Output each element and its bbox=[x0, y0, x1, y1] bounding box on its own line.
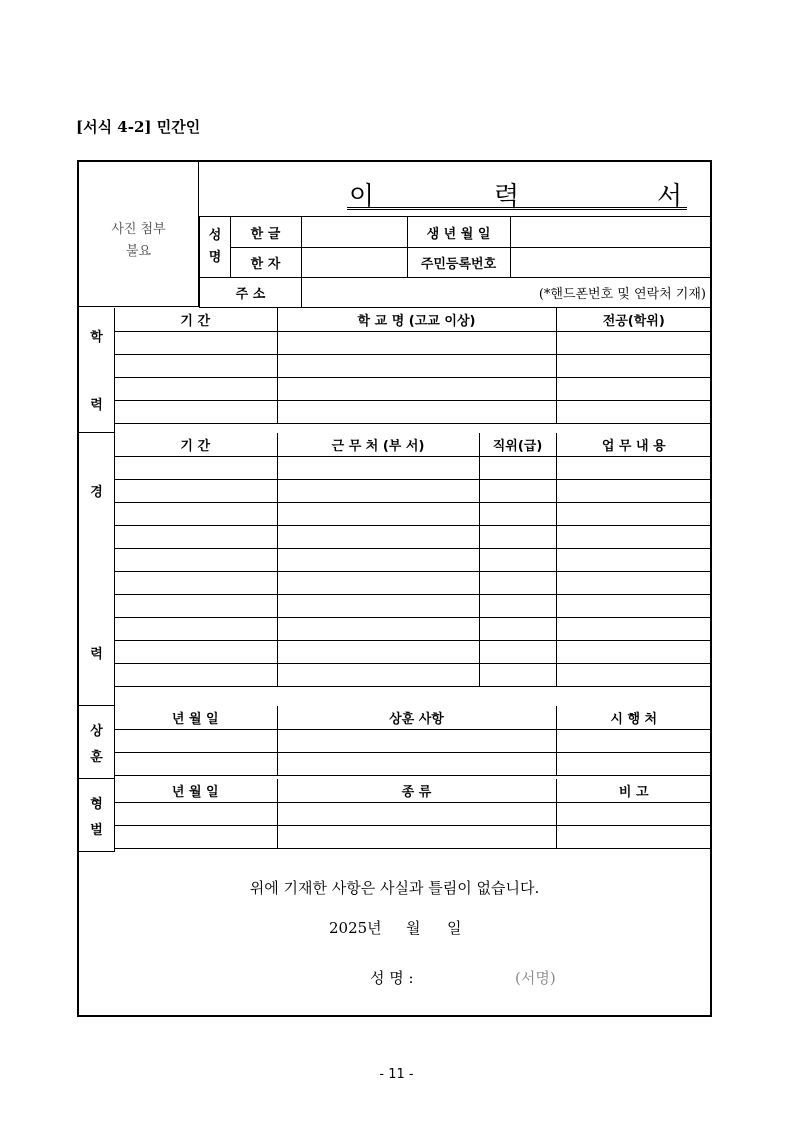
input-cell[interactable] bbox=[277, 640, 479, 663]
input-cell[interactable] bbox=[277, 456, 479, 479]
input-cell[interactable] bbox=[479, 525, 556, 548]
education-label-2: 력 bbox=[90, 398, 103, 413]
title-char-2: 력 bbox=[494, 182, 520, 212]
input-cell[interactable] bbox=[114, 354, 277, 377]
input-cell[interactable] bbox=[479, 663, 556, 686]
input-cell[interactable] bbox=[277, 729, 556, 752]
column-header: 직위(급) bbox=[479, 433, 556, 456]
input-cell[interactable] bbox=[114, 377, 277, 400]
input-cell[interactable] bbox=[277, 825, 556, 848]
table-row bbox=[114, 752, 711, 775]
awards-label-2: 훈 bbox=[90, 750, 103, 765]
column-header: 근 무 처 (부 서) bbox=[277, 433, 479, 456]
input-cell[interactable] bbox=[479, 571, 556, 594]
input-cell[interactable] bbox=[114, 571, 277, 594]
input-cell[interactable] bbox=[277, 752, 556, 775]
input-cell[interactable] bbox=[277, 548, 479, 571]
name-label-1: 성 bbox=[208, 228, 222, 243]
table-row bbox=[114, 331, 711, 354]
input-cell[interactable] bbox=[556, 617, 711, 640]
column-header: 년 월 일 bbox=[114, 706, 277, 729]
input-cell[interactable] bbox=[114, 456, 277, 479]
input-cell[interactable] bbox=[556, 479, 711, 502]
table-row bbox=[114, 479, 711, 502]
input-cell[interactable] bbox=[114, 825, 277, 848]
input-cell[interactable] bbox=[556, 502, 711, 525]
signature-field[interactable]: (서명) bbox=[515, 969, 556, 987]
input-cell[interactable] bbox=[556, 331, 711, 354]
table-row bbox=[114, 825, 711, 848]
awards-section-label bbox=[79, 706, 115, 779]
input-cell[interactable] bbox=[114, 479, 277, 502]
table-row bbox=[114, 548, 711, 571]
column-header: 년 월 일 bbox=[114, 779, 277, 802]
awards-label-1: 상 bbox=[90, 724, 103, 739]
input-cell[interactable] bbox=[479, 594, 556, 617]
column-header: 비 고 bbox=[556, 779, 711, 802]
column-header: 기 간 bbox=[114, 433, 277, 456]
table-row bbox=[114, 525, 711, 548]
career-section-label bbox=[79, 433, 115, 706]
photo-note-2: 불요 bbox=[125, 244, 152, 259]
input-cell[interactable] bbox=[114, 400, 277, 423]
input-cell[interactable] bbox=[114, 663, 277, 686]
declaration-year: 2025년 bbox=[329, 919, 382, 937]
resident-number-label: 주민등록번호 bbox=[407, 247, 511, 278]
column-header: 시 행 처 bbox=[556, 706, 711, 729]
document-title bbox=[201, 162, 712, 216]
resume-form bbox=[77, 160, 712, 1017]
hanja-label: 한 자 bbox=[230, 247, 302, 278]
awards-table bbox=[114, 706, 711, 776]
declaration-day: 일 bbox=[447, 919, 462, 937]
column-header: 종 류 bbox=[277, 779, 556, 802]
input-cell[interactable] bbox=[277, 377, 556, 400]
input-cell[interactable] bbox=[277, 594, 479, 617]
input-cell[interactable] bbox=[479, 502, 556, 525]
input-cell[interactable] bbox=[556, 729, 711, 752]
table-row bbox=[114, 354, 711, 377]
input-cell[interactable] bbox=[277, 479, 479, 502]
input-cell[interactable] bbox=[479, 617, 556, 640]
name-label bbox=[199, 216, 231, 278]
input-cell[interactable] bbox=[114, 640, 277, 663]
table-row bbox=[114, 640, 711, 663]
input-cell[interactable] bbox=[114, 502, 277, 525]
name-label-2: 명 bbox=[208, 250, 222, 265]
page-number: - 11 - bbox=[379, 1067, 414, 1082]
career-label-2: 력 bbox=[90, 647, 103, 662]
career-label-1: 경 bbox=[90, 485, 103, 500]
table-row bbox=[114, 400, 711, 423]
birth-label: 생 년 월 일 bbox=[407, 216, 511, 248]
input-cell[interactable] bbox=[556, 594, 711, 617]
resident-number-field[interactable] bbox=[510, 247, 710, 278]
table-row bbox=[114, 594, 711, 617]
penalty-label-2: 벌 bbox=[90, 823, 103, 838]
declaration-statement: 위에 기재한 사항은 사실과 틀림이 없습니다. bbox=[249, 879, 540, 897]
input-cell[interactable] bbox=[479, 548, 556, 571]
table-row bbox=[114, 377, 711, 400]
table-row bbox=[114, 802, 711, 825]
hanja-name-field[interactable] bbox=[301, 247, 408, 278]
table-header-row bbox=[114, 308, 711, 331]
input-cell[interactable] bbox=[556, 640, 711, 663]
input-cell[interactable] bbox=[114, 548, 277, 571]
declaration-month: 월 bbox=[406, 919, 421, 937]
input-cell[interactable] bbox=[556, 802, 711, 825]
table-row bbox=[114, 456, 711, 479]
column-header: 업 무 내 용 bbox=[556, 433, 711, 456]
signer-name-label: 성 명 : bbox=[370, 969, 414, 987]
input-cell[interactable] bbox=[114, 729, 277, 752]
input-cell[interactable] bbox=[479, 640, 556, 663]
input-cell[interactable] bbox=[556, 571, 711, 594]
hangul-name-field[interactable] bbox=[301, 216, 408, 248]
penalty-table bbox=[114, 779, 711, 849]
address-field[interactable]: (*핸드폰번호 및 연락처 기재) bbox=[301, 277, 710, 308]
input-cell[interactable] bbox=[277, 663, 479, 686]
penalty-section-label bbox=[79, 779, 115, 852]
career-table bbox=[114, 433, 711, 687]
title-char-3: 서 bbox=[657, 182, 683, 212]
input-cell[interactable] bbox=[277, 400, 556, 423]
column-header: 상훈 사항 bbox=[277, 706, 556, 729]
input-cell[interactable] bbox=[277, 525, 479, 548]
column-header: 전공(학위) bbox=[556, 308, 711, 331]
title-char-1: 이 bbox=[349, 182, 375, 212]
birth-field[interactable] bbox=[510, 216, 710, 248]
hangul-label: 한 글 bbox=[230, 216, 302, 248]
table-header-row bbox=[114, 706, 711, 729]
input-cell[interactable] bbox=[277, 571, 479, 594]
input-cell[interactable] bbox=[556, 752, 711, 775]
education-table bbox=[114, 308, 711, 424]
input-cell[interactable] bbox=[479, 456, 556, 479]
photo-box bbox=[79, 162, 199, 307]
input-cell[interactable] bbox=[277, 617, 479, 640]
table-header-row bbox=[114, 779, 711, 802]
input-cell[interactable] bbox=[114, 331, 277, 354]
photo-note: 사진 첨부 bbox=[111, 222, 166, 237]
input-cell[interactable] bbox=[479, 479, 556, 502]
input-cell[interactable] bbox=[556, 377, 711, 400]
penalty-label-1: 형 bbox=[90, 797, 103, 812]
column-header: 학 교 명 (고교 이상) bbox=[277, 308, 556, 331]
column-header: 기 간 bbox=[114, 308, 277, 331]
input-cell[interactable] bbox=[114, 594, 277, 617]
input-cell[interactable] bbox=[114, 617, 277, 640]
title-underline bbox=[347, 207, 687, 210]
table-row bbox=[114, 663, 711, 686]
table-row bbox=[114, 502, 711, 525]
address-label: 주 소 bbox=[199, 277, 302, 308]
input-cell[interactable] bbox=[114, 752, 277, 775]
input-cell[interactable] bbox=[556, 548, 711, 571]
table-row bbox=[114, 571, 711, 594]
input-cell[interactable] bbox=[556, 456, 711, 479]
input-cell[interactable] bbox=[556, 663, 711, 686]
education-label-1: 학 bbox=[90, 330, 103, 345]
input-cell[interactable] bbox=[277, 502, 479, 525]
form-label: [서식 4-2] 민간인 bbox=[76, 118, 201, 136]
table-row bbox=[114, 617, 711, 640]
input-cell[interactable] bbox=[556, 825, 711, 848]
input-cell[interactable] bbox=[277, 354, 556, 377]
declaration-block bbox=[79, 852, 710, 1015]
input-cell[interactable] bbox=[277, 331, 556, 354]
input-cell[interactable] bbox=[556, 400, 711, 423]
table-header-row bbox=[114, 433, 711, 456]
education-section-label bbox=[79, 308, 115, 433]
input-cell[interactable] bbox=[277, 802, 556, 825]
input-cell[interactable] bbox=[114, 802, 277, 825]
input-cell[interactable] bbox=[556, 354, 711, 377]
input-cell[interactable] bbox=[114, 525, 277, 548]
table-row bbox=[114, 729, 711, 752]
input-cell[interactable] bbox=[556, 525, 711, 548]
